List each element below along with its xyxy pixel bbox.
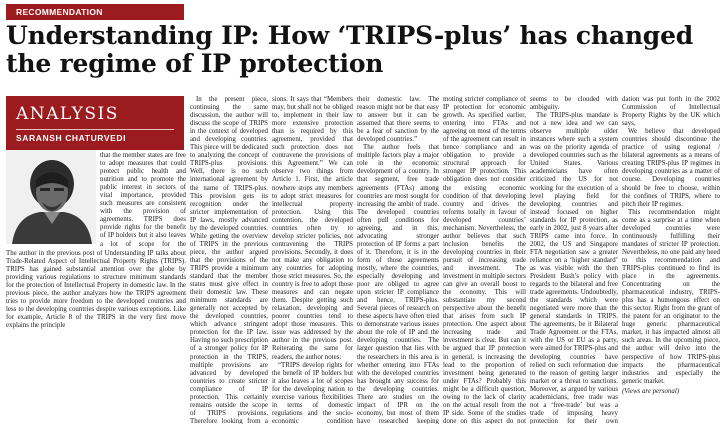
paragraph: that the member states are free to adopt measures that could protect public health and nutrition and to promote the public interest in sectors of vital importance, provided such measures are consistent with the provision of agreements. TRIPS does provide rights for the benefit of IP holders but it also leaves a lot of scope for the	[100, 152, 186, 248]
paragraph: “TRIPS develop rights for the benefit of IP holders but it also leaves a lot of scopes for the developing nation to exercise various flexibilities in terms of domestic regulations and the socio-economic condition	[272, 361, 353, 424]
column-banner	[6, 96, 184, 150]
banner-divider	[16, 129, 174, 130]
article-column-3	[272, 96, 353, 424]
paragraph: The author feels that multiple factors play a major role in the economic development of a country. In that segment, free trade agreements (FTAs) among countries are most sought for increasing the ambit of trade. The developed countries often pull conditions for agreeing, and in this, advocating stronger protection of IP forms a part of it. Therefore, it is in the form of those agreements mostly, where the countries, especially developing and poor are obliged to agree upon stricter IP compliance and hence, TRIPS-plus. Several pieces of research on these aspects have often tried to demonstrate various issues about the role of IP and the developing countries. The larger question that lies with the researchers in this area is whether entering into FTAs with the developed countries has brought any success for the developing countries. There are studies on the impact of IPR on the economy, but most of them have researched keeping	[357, 144, 439, 424]
paragraph: their domestic law. The reason might not be that easy to answer but it can be assumed that there seems to be a fear of sanction by the developed countries.”	[357, 96, 439, 144]
paragraph: In the present piece, continuing the same discussion, the author will discuss the scope of TRIPS in the context of developed and developing countries. This piece will be dedicated to analyzing the concept of TRIPS-plus provisions. Well, there is no such international agreement by the name of TRIPS-plus. This provision gets its recognition under the stricter implementation of IP laws, mostly advanced by the developed countries. While getting the overview of TRIPS in the previous piece, the author argued that the provisions of the TRIPS provide a minimum standard that the member states must give effect in their domestic law. These minimum standards are generally not accepted by the developed countries, which advance stringent protection for the IP law. Having no such prescription of a stronger policy for IP protection in the TRIPS, multiple provisions are advanced by developed countries to create stricter compliance of IP protection. This certainly remains outside the scope of TRIPS provisions. Therefore looking from a	[190, 96, 268, 424]
paragraph: sions. It says that “Members may, but shall not be obliged to, implement in their law more extensive protection than is required by this agreement, provided that such protection does not contravene the provisions of this Agreement.” We can observe two things from Article 1. First, the article nowhere stops any members to adopt strict measures for intellectual property protection. Using this contention, the developed countries often try to develop stricter policies, not contravening the TRIPS provisions. Secondly, it does not make any obligation to any countries for adopting those strict measures. So, the country is free to adopt those measures and can negate them. Despite getting such relaxation, developing and poorer countries tend to adopt those measures. This issue was addressed by the author in the previous post. Reiterating the same for readers, the author notes:	[272, 96, 353, 361]
paragraph: moting stricter compliance of IP protection for economic growth. As specified earlier, entering into FTAs and agreeing on most of the terms of the agreement can result in hence compliance and an obligation to provide a structural approach for stronger IP protection. This obligation does not consider the existing economic condition of that developing country and drives the reforms totally in favour of developed countries’ mechanism. Nevertheless, the author believes that such inclusion benefits the developing countries in their pursuit of increasing trade and investment. The investment in multiple sectors can give an overall boost to the economy. This will substantiate my second perspective about the benefit that arises from such IP protection. One aspect about increasing trade and investment is clear. But can it be argued that IP protection in general, is increasing the lead to the proportion of investment being generated under FTAs? Probably this might be a difficult question, owing to the lack of clarity on the actual result from the IP side. Some of the studies done on this aspect do not	[443, 96, 526, 424]
headline: Understanding IP: How ‘TRIPS-plus’ has changed the regime of IP protection	[6, 21, 694, 78]
article-column-1-bottom	[6, 250, 186, 424]
paragraph: dation was put forth in the 2002 Commission of Intellectual Property Rights by the UK which says,	[622, 96, 720, 128]
article-column-6	[530, 96, 618, 424]
section-label: RECOMMENDATION	[6, 4, 184, 20]
article-column-5	[443, 96, 526, 424]
author-photo	[6, 150, 96, 244]
paragraph: seems to be clouded with ambiguity.	[530, 96, 618, 112]
signature-note: (Views are personal)	[622, 387, 680, 395]
column-label: ANALYSIS	[16, 104, 119, 124]
author-name: SARANSH CHATURVEDI	[16, 133, 127, 143]
paragraph: The author in the previous post of Understanding IP talks about Trade-Related Aspect of Intellectual Property Rights (TRIPS). TRIPS has gained substantial attention over the globe by providing various regulations to structure minimum standards for the protection of Intellectual Property in domestic law. In the previous piece, the author analyzes how the TRIPS agreement tries to provide more freedom to the developed countries and less to the developing countries despite various exceptions. Like for example, Article 8 of the TRIPS in the very first move explains the principle	[6, 250, 186, 330]
article-column-7	[622, 96, 720, 424]
paragraph: This recommendation might come as a surprise at a time when developed countries were continuously fulfilling their mandates of stricter IP protection. Nevertheless, no one paid any heed to this recommendation and TRIPS-plus continued to find its place in the agreements. Concentrating on the pharmaceutical industry, TRIPS-plus has a humongous effect on this sector. Right from the grant of the patent for an originator to the huge generic pharmaceutical market, it has impacted almost all such areas. In the upcoming piece, the author will delve into the perspective of how TRIPS-plus impacts the pharmaceutical industries and especially the generic market.	[622, 208, 720, 385]
article-column-2	[190, 96, 268, 424]
author-portrait-image	[6, 150, 96, 244]
paragraph: We believe that developed countries should discontinue the practice of using regional / bilateral agreements as a means of creating TRIPS-plus IP regimes in developing countries as a matter of course. Developing countries should be free to choose, within the confines of TRIPS, where to pitch their IP regimes.	[622, 128, 720, 208]
paragraph: The TRIPS-plus mandate is not a new idea and we can observe multiple older instances where such a system was on the priority agenda of developed countries such as the United States. Various academicians have often criticized the US for not working for the execution of a level playing field for developing countries and instead focused on higher standards for IP protection, as early in 2002, just 8 years after TRIPS came into force. In 2002, the US and Singapore FTA negotiation saw a greater reliance on a ‘higher standard’ as was visible with the then President Bush’s policy with regards to the bilateral and free trade agreements. Undoubtedly, the standards which were negotiated were more than the general standards in TRIPS. The agreements, be it Bilateral Trade Agreement or the FTAs, with the US or EU as a party, were aimed for TRIPS-plus and developing countries have relied on such reformation due to the reason of getting larger market or a threat to sanctions. Moreover, as argued by various academicians, free trade was not a ‘free-trade’ but was a trade of imposing heavy protection for their own	[530, 112, 618, 424]
article-column-1-top	[100, 152, 186, 248]
article-column-4	[357, 96, 439, 424]
